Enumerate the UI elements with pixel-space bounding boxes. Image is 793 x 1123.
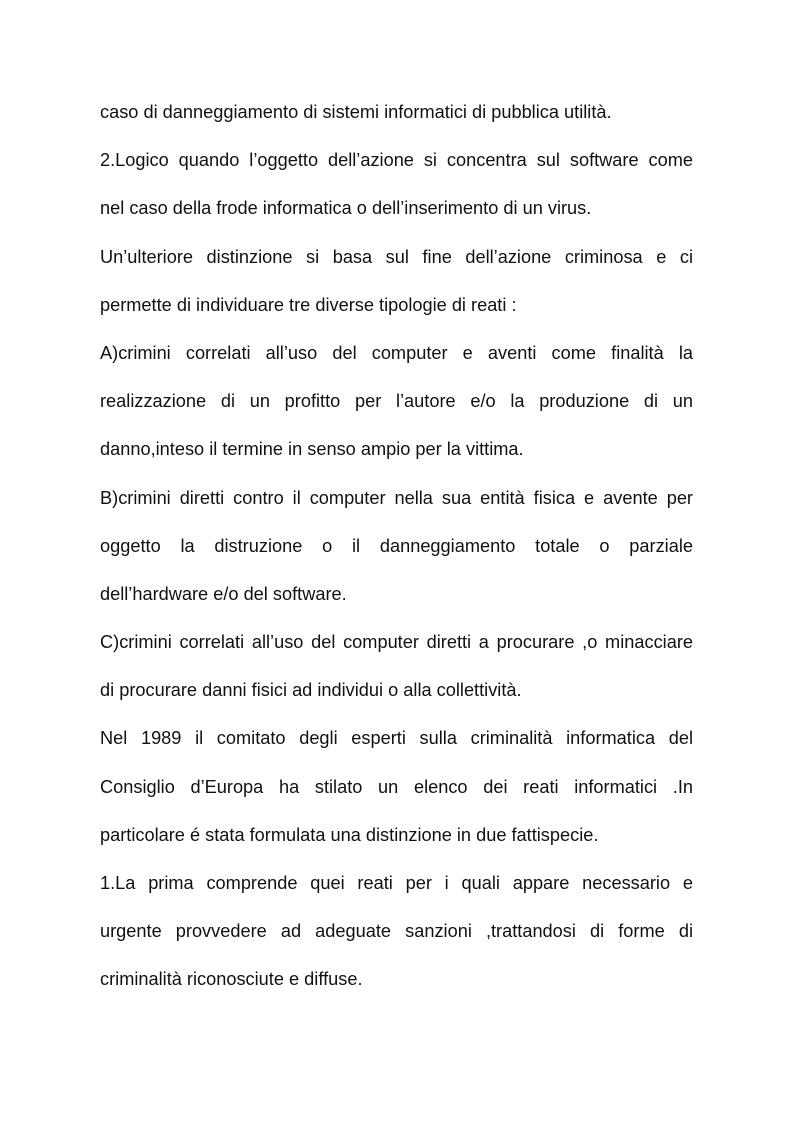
text-line: Consiglio d’Europa ha stilato un elenco dei reati informatici .In (100, 776, 693, 797)
text-line: nel caso della frode informatica o dell’inserimento di un virus. (100, 198, 592, 219)
text-line: B)crimini diretti contro il computer nella sua entità fisica e avente per (100, 487, 693, 508)
text-line: Nel 1989 il comitato degli esperti sulla criminalità informatica del (100, 728, 693, 749)
text-line: caso di danneggiamento di sistemi informatici di pubblica utilità. (100, 102, 612, 122)
text-line: permette di individuare tre diverse tipologie di reati : (100, 294, 517, 315)
text-line: 1.La prima comprende quei reati per i quali appare necessario e (100, 873, 693, 893)
text-line: di procurare danni fisici ad individui o alla collettività. (100, 680, 522, 701)
text-line: A)crimini correlati all’uso del computer e aventi come finalità la (100, 342, 693, 363)
text-line: urgente provvedere ad adeguate sanzioni ,trattandosi di forme di (100, 921, 693, 942)
text-line: C)crimini correlati all’uso del computer diretti a procurare ,o minacciare (100, 632, 693, 653)
text-line: criminalità riconosciute e diffuse. (100, 969, 363, 990)
body-text (100, 94, 693, 1010)
text-line: oggetto la distruzione o il danneggiamento totale o parziale (100, 535, 693, 556)
text-line: particolare é stata formulata una distinzione in due fattispecie. (100, 824, 599, 845)
text-line: Un’ulteriore distinzione si basa sul fine dell’azione criminosa e ci (100, 246, 693, 267)
text-line: realizzazione di un profitto per l’autore e/o la produzione di un (100, 391, 693, 412)
text-line: 2.Logico quando l’oggetto dell’azione si concentra sul software come (100, 150, 693, 171)
text-line: danno,inteso il termine in senso ampio per la vittima. (100, 439, 524, 460)
text-line: dell’hardware e/o del software. (100, 583, 347, 604)
